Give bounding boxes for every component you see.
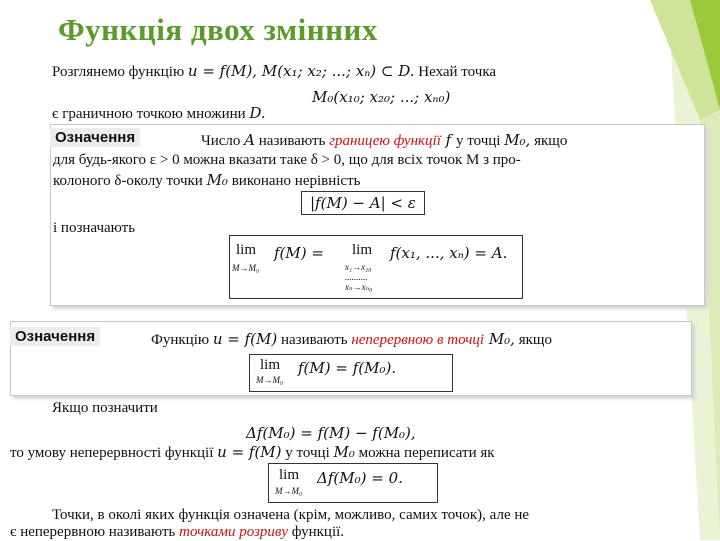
def2-term-continuous: неперервною в точці bbox=[351, 332, 485, 348]
cont-formula: u = f(M) bbox=[217, 443, 282, 461]
continuity-formula-box bbox=[249, 354, 453, 392]
def1-notation-text: і позначають bbox=[53, 220, 136, 236]
increment-limit-box bbox=[268, 463, 438, 503]
def2-text-2: називають bbox=[277, 332, 352, 348]
cont-text-3: можна переписати як bbox=[354, 445, 495, 461]
lim-sub-2b: .......... bbox=[345, 272, 368, 282]
def1-A: A bbox=[244, 131, 256, 149]
lim-word-1: lim bbox=[236, 242, 257, 258]
lim-sub-2c: xₙ→xₙ₀ bbox=[345, 282, 373, 292]
def2-text-3: якщо bbox=[514, 332, 552, 348]
lim-word-3: lim bbox=[260, 357, 281, 373]
intro-line-3 bbox=[52, 104, 266, 123]
def1-text-4: якщо bbox=[530, 133, 568, 149]
def1-M0-2: M₀ bbox=[206, 171, 228, 189]
lim-expr-4: Δf(M₀) = 0. bbox=[317, 469, 403, 487]
term-discontinuity-points: точками розриву bbox=[179, 524, 289, 540]
cont-text-4: є неперервною називають bbox=[10, 524, 180, 540]
lim-word-2: lim bbox=[352, 242, 373, 258]
cont-M0: M₀ bbox=[333, 443, 355, 461]
def2-formula: u = f(M) bbox=[212, 330, 278, 348]
def1-M0: M₀, bbox=[504, 131, 531, 149]
cont-line-4 bbox=[10, 523, 344, 541]
definition-continuity-box bbox=[10, 321, 692, 396]
def1-line-3 bbox=[53, 171, 361, 190]
definition-limit-box bbox=[50, 124, 705, 306]
increment-formula: Δf(M₀) = f(M) − f(M₀), bbox=[246, 424, 416, 442]
def2-M0: M₀, bbox=[484, 330, 515, 348]
lim-expr-3: f(M) = f(M₀). bbox=[298, 359, 397, 377]
def1-text: Число bbox=[201, 133, 245, 149]
def1-term-limit: границею функції bbox=[329, 133, 441, 149]
lim-expr-1: f(M) = bbox=[274, 244, 324, 262]
cont-line-1: Якщо позначити bbox=[52, 400, 158, 416]
definition-label-2: Означення bbox=[10, 327, 100, 346]
lim-word-4: lim bbox=[279, 467, 300, 483]
limit-formula-box bbox=[229, 235, 523, 299]
cont-line-2 bbox=[10, 443, 495, 462]
def1-line-1 bbox=[201, 131, 567, 150]
lim-sub-2a: x₁→x₁₀ bbox=[345, 262, 372, 272]
intro-text: Розглянемо функцію bbox=[52, 64, 188, 80]
intro-formula: u = f(M), M(x₁; x₂; ...; xₙ) ⊂ D. bbox=[187, 62, 415, 80]
intro-text-end: Нехай точка bbox=[414, 64, 497, 80]
inequality-box: |f(M) − A| < ε bbox=[301, 191, 425, 215]
intro-boundary-text: є граничною точкою множини bbox=[52, 106, 250, 122]
def2-line-1 bbox=[151, 330, 552, 349]
intro-set-D: D. bbox=[249, 104, 266, 122]
cont-text-5: функції. bbox=[288, 524, 345, 540]
cont-line-3: Точки, в околі яких функція означена (крім, можливо, самих точок), але не bbox=[52, 507, 530, 523]
def1-line-2: для будь-якого ε > 0 можна вказати таке δ > 0, що для всіх точок M з про- bbox=[53, 152, 521, 168]
lim-sub-4: M→M₀ bbox=[275, 486, 303, 496]
intro-point-formula: M₀(x₁₀; x₂₀; ...; xₙ₀) bbox=[312, 88, 451, 106]
cont-text-2: у точці bbox=[281, 445, 334, 461]
intro-line-1 bbox=[52, 62, 496, 81]
def2-text: Функцію bbox=[151, 332, 213, 348]
def1-text-6: виконано нерівність bbox=[227, 173, 361, 189]
def1-text-2: називають bbox=[255, 133, 330, 149]
def1-text-5: колоного δ-околу точки bbox=[53, 173, 207, 189]
definition-label: Означення bbox=[50, 128, 140, 147]
def1-f: f bbox=[440, 131, 456, 149]
cont-text: то умову неперервності функції bbox=[10, 445, 218, 461]
lim-sub-3: M→M₀ bbox=[256, 375, 284, 385]
def1-text-3: у точці bbox=[455, 133, 505, 149]
lim-expr-2: f(x₁, ..., xₙ) = A. bbox=[390, 244, 508, 262]
lim-sub-1: M→M₀ bbox=[232, 263, 260, 273]
page-title: Функція двох змінних bbox=[58, 12, 378, 47]
